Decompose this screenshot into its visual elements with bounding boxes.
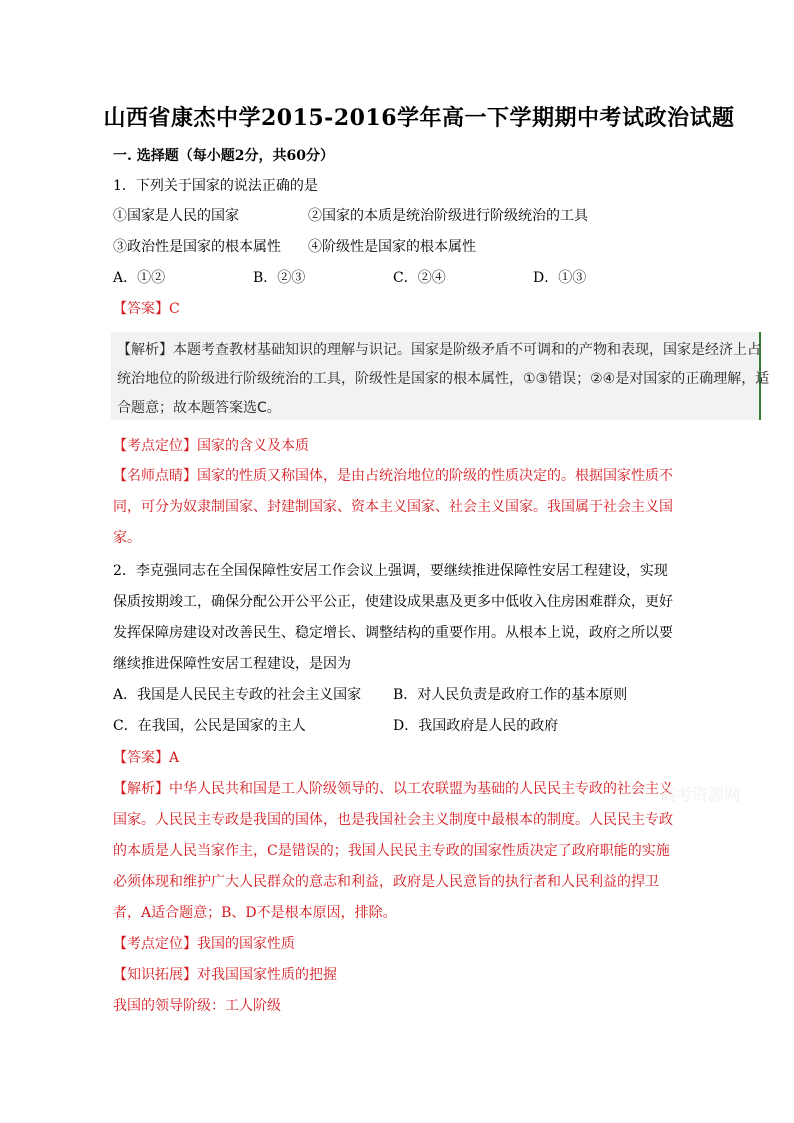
page-title: 山西省康杰中学2015-2016学年高一下学期期中考试政治试题 — [103, 105, 735, 131]
q2-option-b: B．对人民负责是政府工作的基本原则 — [393, 687, 628, 703]
q2-kaodian: 【考点定位】我国的国家性质 — [113, 936, 295, 952]
q2-stem-line: 发挥保障房建设对改善民生、稳定增长、调整结构的重要作用。从根本上说，政府之所以要 — [113, 625, 673, 641]
section-heading: 一. 选择题（每小题2分，共60分） — [113, 148, 334, 164]
q1-mingshi-line: 同，可分为奴隶制国家、封建制国家、资本主义国家、社会主义国家。我国属于社会主义国 — [113, 499, 673, 515]
q1-answer: 【答案】C — [113, 301, 180, 317]
q1-option-a: A．①② — [113, 270, 166, 286]
q1-analysis-line: 【解析】本题考查教材基础知识的理解与识记。国家是阶级矛盾不可调和的产物和表现，国家是经济上占 — [117, 342, 761, 358]
q1-option-b: B．②③ — [253, 270, 306, 286]
q2-stem-line: 继续推进保障性安居工程建设，是因为 — [113, 656, 351, 672]
q2-analysis-line: 者，A适合题意；B、D不是根本原因，排除。 — [113, 905, 397, 921]
q2-analysis-line: 必须体现和维护广大人民群众的意志和利益，政府是人民意旨的执行者和人民利益的捍卫 — [113, 874, 659, 890]
q1-analysis-box — [111, 332, 770, 420]
q2-analysis-line: 【解析】中华人民共和国是工人阶级领导的、以工农联盟为基础的人民民主专政的社会主义 — [113, 781, 673, 797]
q2-zhishi: 【知识拓展】对我国国家性质的把握 — [113, 967, 337, 983]
q2-last-line: 我国的领导阶级：工人阶级 — [113, 998, 281, 1014]
q1-option-c: C．②④ — [393, 270, 446, 286]
q1-option-d: D．①③ — [533, 270, 587, 286]
q2-analysis-line: 的本质是人民当家作主，C是错误的；我国人民民主专政的国家性质决定了政府职能的实施 — [113, 843, 670, 859]
q1-item-4: ④阶级性是国家的根本属性 — [308, 239, 476, 255]
watermark: 高考资源网 — [660, 785, 741, 804]
q1-mingshi-line: 【名师点睛】国家的性质又称国体，是由占统治地位的阶级的性质决定的。根据国家性质不 — [113, 468, 673, 484]
q2-stem-line: 保质按期竣工，确保分配公开公平公正，使建设成果惠及更多中低收入住房困难群众，更好 — [113, 594, 673, 610]
q1-item-3: ③政治性是国家的根本属性 — [113, 239, 281, 255]
q1-analysis-line: 统治地位的阶级进行阶级统治的工具，阶级性是国家的根本属性，①③错误；②④是对国家的正确理解，适 — [117, 371, 770, 387]
q2-analysis-line: 国家。人民民主专政是我国的国体，也是我国社会主义制度中最根本的制度。人民民主专政 — [113, 812, 673, 828]
q2-option-c: C．在我国，公民是国家的主人 — [113, 718, 306, 734]
q2-option-a: A．我国是人民民主专政的社会主义国家 — [113, 687, 362, 703]
q1-stem: 1．下列关于国家的说法正确的是 — [113, 178, 318, 194]
q2-option-d: D．我国政府是人民的政府 — [393, 718, 559, 734]
q2-stem-line: 2．李克强同志在全国保障性安居工作会议上强调，要继续推进保障性安居工程建设，实现 — [113, 563, 668, 579]
q2-answer: 【答案】A — [113, 750, 180, 766]
q1-item-1: ①国家是人民的国家 — [113, 208, 239, 224]
q1-item-2: ②国家的本质是统治阶级进行阶级统治的工具 — [308, 208, 588, 224]
q1-analysis-line: 合题意；故本题答案选C。 — [117, 400, 281, 416]
q1-mingshi-line: 家。 — [113, 530, 141, 546]
q1-kaodian: 【考点定位】国家的含义及本质 — [113, 438, 309, 454]
